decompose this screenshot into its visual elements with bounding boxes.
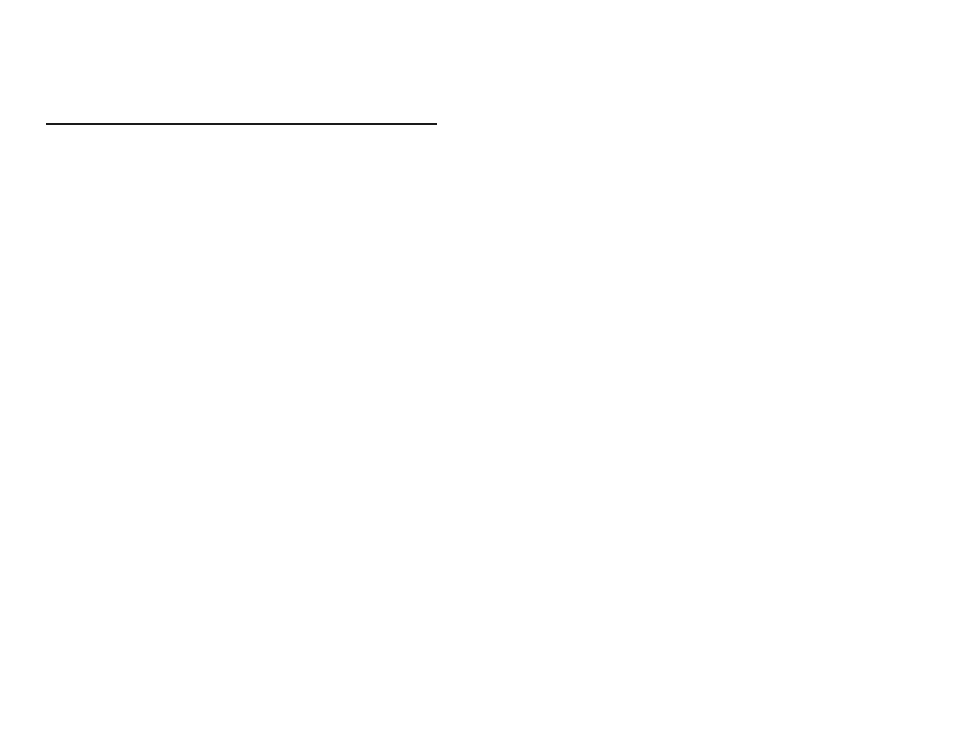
troubleshooting-table bbox=[46, 123, 437, 125]
